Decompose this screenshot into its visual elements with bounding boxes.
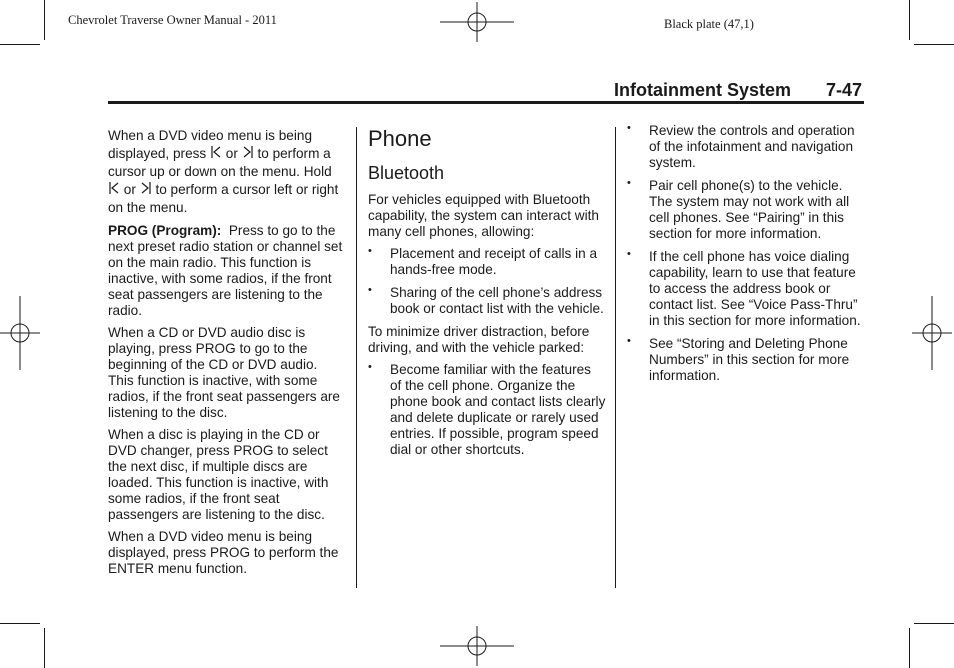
list-item	[368, 246, 606, 278]
column-1	[108, 127, 346, 583]
left-arrow-icon	[210, 145, 222, 159]
text: Pair cell phone(s) to the vehicle. The system may not work with all cell phones. See “Pairing” in this section for more information.	[649, 178, 850, 241]
text: Review the controls and operation of the infotainment and navigation system.	[649, 123, 855, 170]
crop-mark	[909, 0, 910, 40]
bullet-icon: •	[368, 245, 372, 257]
text: Press to go to the next preset radio station or channel set on the main radio. This function is inactive, with some radios, if the front seat passengers are listening to the radio.	[108, 223, 343, 318]
list-item	[627, 123, 865, 171]
text: to perform a cursor left or right on the menu.	[108, 182, 339, 215]
text: When a DVD video menu is being displayed, press	[108, 128, 313, 161]
text: or	[123, 182, 136, 197]
text: If the cell phone has voice dialing capability, learn to use that feature to access the address book or contact list. See “Voice Pass-Thru” in this section for more information.	[649, 249, 861, 328]
column-2	[368, 126, 606, 465]
paragraph: When a CD or DVD audio disc is playing, press PROG to go to the beginning of the CD or DVD audio. This function is inactive, with some radios, if the front seat passengers are listening to the disc.	[108, 325, 340, 420]
bullet-icon: •	[627, 248, 631, 260]
text: Sharing of the cell phone’s address book or contact list with the vehicle.	[390, 285, 604, 316]
list-item	[627, 249, 865, 329]
section-title: Infotainment System	[614, 80, 792, 100]
crop-mark	[44, 628, 45, 668]
crop-mark	[0, 623, 40, 624]
registration-mark-icon	[440, 2, 514, 42]
list-item	[368, 362, 606, 458]
list-item	[368, 285, 606, 317]
bullet-icon: •	[368, 361, 372, 373]
list-item	[627, 178, 865, 242]
left-arrow-icon	[108, 181, 120, 195]
heading-phone: Phone	[368, 126, 432, 151]
crop-mark	[44, 0, 45, 40]
registration-mark-icon	[0, 296, 40, 370]
bullet-list	[627, 123, 865, 384]
paragraph	[108, 223, 346, 319]
right-arrow-icon	[140, 181, 152, 195]
bullet-list	[368, 362, 606, 458]
crop-mark	[914, 623, 954, 624]
paragraph	[108, 127, 346, 217]
paragraph: When a disc is playing in the CD or DVD changer, press PROG to select the next disc, if multiple discs are loaded. This function is inactive, with some radios, if the front seat passengers are listening to the disc.	[108, 427, 329, 522]
bullet-icon: •	[627, 177, 631, 189]
text: See “Storing and Deleting Phone Numbers” in this section for more information.	[649, 336, 850, 383]
paragraph: When a DVD video menu is being displayed, press PROG to perform the ENTER menu function.	[108, 529, 339, 576]
list-item	[627, 336, 865, 384]
text: Hold	[303, 164, 332, 179]
heading-bluetooth: Bluetooth	[368, 163, 445, 183]
column-divider	[356, 127, 357, 588]
crop-mark	[909, 628, 910, 668]
crop-mark	[914, 44, 954, 45]
registration-mark-icon	[912, 296, 952, 370]
right-arrow-icon	[242, 145, 254, 159]
bullet-list	[368, 246, 606, 317]
header-rule	[108, 101, 864, 104]
bullet-icon: •	[368, 284, 372, 296]
crop-mark	[0, 44, 40, 45]
bullet-icon: •	[627, 122, 631, 134]
column-3	[627, 123, 865, 391]
bullet-icon: •	[627, 335, 631, 347]
manual-title: Chevrolet Traverse Owner Manual - 2011	[68, 13, 277, 27]
text: to perform a cursor up or down on the menu.	[108, 146, 331, 179]
term-label: PROG (Program):	[108, 223, 222, 238]
text: Become familiar with the features of the cell phone. Organize the phone book and contact lists clearly and delete duplicate or rarely used entries. If possible, program speed dial or other shortcuts.	[390, 362, 606, 457]
text: Placement and receipt of calls in a hands-free mode.	[390, 246, 598, 277]
text: or	[225, 146, 238, 161]
paragraph: For vehicles equipped with Bluetooth capability, the system can interact with many cell phones, allowing:	[368, 192, 599, 239]
registration-mark-icon	[440, 626, 514, 666]
plate-label: Black plate (47,1)	[664, 17, 754, 31]
column-divider	[615, 127, 616, 588]
paragraph: To minimize driver distraction, before driving, and with the vehicle parked:	[368, 324, 590, 355]
page-number: 7-47	[826, 80, 863, 100]
